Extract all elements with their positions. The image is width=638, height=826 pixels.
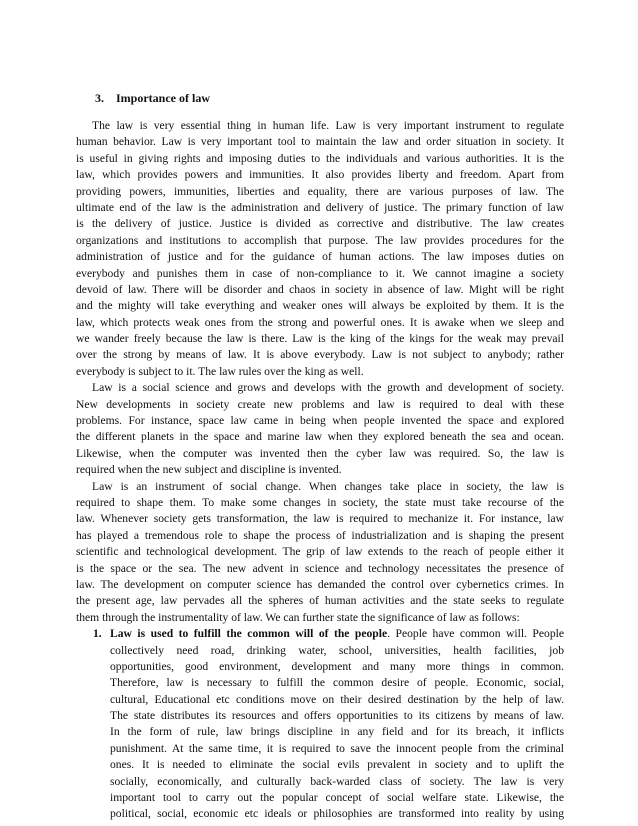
text-line: Law is an instrument of social change. When changes take place in society, the law is — [92, 479, 564, 493]
text-line: required when the new subject and discipline is invented. — [76, 463, 342, 477]
text-line: them through the instrumentality of law. We can further state the significance of law as follows: — [76, 610, 520, 624]
text-line: ultimate end of the law is the administration and delivery of justice. The primary function of law — [76, 200, 564, 214]
text-line: punishment. At the same time, it is required to save the innocent people from the criminal — [110, 741, 564, 755]
text-line: The law is very essential thing in human life. Law is very important instrument to regulate — [92, 119, 564, 132]
text-line: New developments in society create new problems and law is required to deal with these — [76, 397, 564, 411]
text-line: is the space or the sea. The new advent in science and technology necessitates the presence of — [76, 561, 564, 575]
text-line: law, which protects weak ones from the strong and powerful ones. It is awake when we sleep and — [76, 315, 564, 329]
text-line: required to shape them. To make some changes in society, the state must take recourse of the — [76, 495, 564, 509]
text-line: cultural, Educational etc conditions move on their desired destination by the help of law. — [110, 692, 564, 706]
text-line: opportunities, good environment, development and many more things in common. — [110, 659, 564, 673]
list-item-text: . People have common will. People — [387, 627, 564, 641]
text-line: providing powers, immunities, liberties and equality, there are various purposes of law. The — [76, 184, 564, 198]
text-line: In the form of rule, law brings discipline in any field and for its breach, it inflicts — [110, 725, 564, 739]
document-body — [76, 118, 564, 823]
text-line: political, social, economic etc ideals or philosophies are transformed into reality by using — [110, 807, 564, 821]
text-line: The state distributes its resources and offers opportunities to its citizens by means of law. — [110, 709, 564, 723]
text-line: has played a tremendous role to shape the process of industrialization and is shaping the present — [76, 528, 564, 542]
paragraph — [76, 479, 564, 627]
text-line: administration of justice and for the guidance of human actions. The law imposes duties on — [76, 250, 564, 264]
text-line: over the strong by means of law. It is above everybody. Law is not subject to anybody; rather — [76, 348, 564, 362]
text-line: is useful in giving rights and imposing duties to the individuals and various authorities. It is the — [76, 151, 564, 165]
text-line: law. The development on computer science has demanded the control over cybernetics crimes. In — [76, 577, 564, 591]
text-line: law, which provides powers and immunities. It also provides liberty and freedom. Apart from — [76, 168, 564, 182]
list-item-first-line — [93, 626, 564, 642]
list-item — [76, 626, 564, 823]
section-heading — [95, 90, 210, 107]
section-title: Importance of law — [116, 91, 210, 105]
text-line: everybody and punishes them in case of non-compliance to it. We cannot imagine a society — [76, 266, 564, 280]
text-line: human behavior. Law is very important tool to maintain the law and order situation in society. It — [76, 135, 564, 149]
text-line: organizations and institutions to accomplish that purpose. The law provides procedures for the — [76, 233, 564, 247]
paragraph — [76, 380, 564, 478]
paragraph — [76, 118, 564, 380]
text-line: we wander freely because the law is there. Law is the king of the kings for the weak may prevail — [76, 332, 564, 346]
text-line: everybody is subject to it. The law rules over the king as well. — [76, 364, 364, 378]
text-line: devoid of law. There will be disorder and chaos in society in absence of law. Might will be right — [76, 282, 564, 296]
text-line: law. Whenever society gets transformation, the law is required to mechanize it. For instance, law — [76, 512, 564, 526]
text-line: important tool to carry out the popular concept of social welfare state. Likewise, the — [110, 791, 564, 805]
text-line: Therefore, law is necessary to fulfill the common desire of people. Economic, social, — [110, 676, 564, 690]
text-line: socially, economically, and culturally back-warded class of society. The law is very — [110, 774, 564, 788]
section-number: 3. — [95, 91, 104, 105]
list-item-title: Law is used to fulfill the common will of the people — [110, 627, 388, 641]
text-line: scientific and technological development. The grip of law extends to the reach of people either it — [76, 545, 564, 559]
text-line: Law is a social science and grows and develops with the growth and development of society. — [92, 381, 564, 395]
text-line: collectively need road, drinking water, school, universities, health facilities, job — [110, 643, 564, 657]
text-line: and the mighty will take everything and weaker ones will always be exploited by them. It is the — [76, 299, 564, 313]
text-line: the different planets in the space and marine law when they explored beneath the sea and ocean. — [76, 430, 564, 444]
text-line: Likewise, when the computer was invented then the cyber law was required. So, the law is — [76, 446, 564, 460]
list-marker: 1. — [93, 627, 102, 641]
text-line: problems. For instance, space law came in being when people invented the space and explored — [76, 414, 564, 428]
text-line: ones. It is needed to eliminate the social evils prevalent in society and to uplift the — [110, 758, 564, 772]
text-line: the present age, law pervades all the spheres of human activities and the state seeks to regulate — [76, 594, 564, 608]
text-line: is the delivery of justice. Justice is divided as corrective and distributive. The law creates — [76, 217, 564, 231]
